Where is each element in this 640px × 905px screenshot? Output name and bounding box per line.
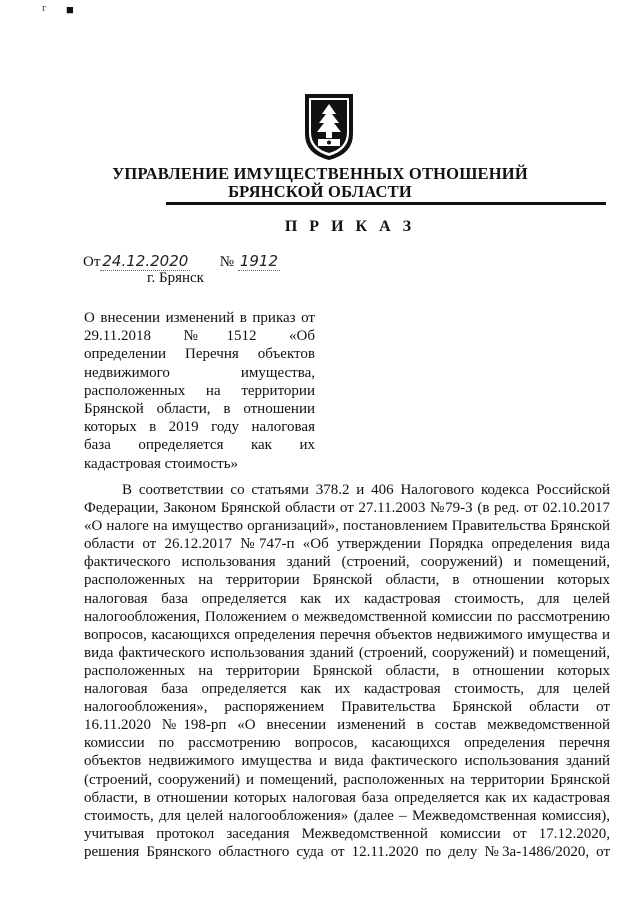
corner-mark-left: г [42, 2, 47, 14]
body-line: 16.11.2020 №198-рп «О внесении изменений в состав межведомственной [84, 717, 610, 734]
subject-block [84, 309, 315, 473]
body-line: области, в отношении которых налоговая база определяется как их кадастровая [84, 789, 610, 806]
body-line: налогообложения, Положением о межведомственной комиссии по рассмотрению [84, 608, 610, 625]
subject-line: кадастровая стоимость» [84, 455, 239, 472]
body-line: расположенных на территории Брянской области, в отношении которых [84, 662, 610, 679]
body-line: налоговая база определяется как их кадастровая стоимость, для целей [84, 681, 610, 698]
body-text [84, 481, 610, 861]
bryansk-coat-of-arms-icon [303, 92, 355, 162]
body-line: «О налоге на имущество организаций», постановлением Правительства Брянской [84, 518, 610, 535]
city: г. Брянск [147, 270, 204, 286]
subject-line: база определяется как их [84, 437, 315, 454]
document-title: П Р И К А З [284, 218, 416, 235]
number-handwritten: 1912 [239, 252, 279, 270]
dateline [83, 252, 280, 271]
body-line: решения Брянского областного суда от 12.11.2020 по делу №3а-1486/2020, от [84, 843, 610, 860]
body-line: области от 26.12.2017 №747-п «Об утверждении Порядка определения вида [84, 536, 610, 553]
body-line: В соответствии со статьями 378.2 и 406 Налогового кодекса Российской [122, 482, 610, 498]
date-from-label: От [83, 254, 101, 270]
subject-line: недвижимого имущества, [84, 364, 315, 381]
body-line: вида фактического использования зданий (строений, сооружений) и помещений, [84, 644, 610, 661]
body-line: налоговая база определяется как их кадастровая стоимость, для целей [84, 590, 610, 607]
header-divider [166, 202, 606, 205]
subject-line: О внесении изменений в приказ от [84, 310, 315, 326]
body-line: вопросов, касающихся определения перечня объектов недвижимого имущества и [84, 626, 610, 643]
body-line: комиссии по рассмотрению вопросов, касающихся определения перечня [84, 735, 610, 752]
number-label: № [219, 254, 235, 270]
body-line: фактического использования зданий (строений, сооружений) и помещений, [84, 554, 610, 571]
body-line: объектов недвижимого имущества и вида фактического использования зданий [84, 753, 610, 770]
body-line: налогообложения», распоряжением Правительства Брянской области от [84, 699, 610, 716]
subject-line: определении Перечня объектов [84, 346, 315, 363]
body-line: (строений, сооружений) и помещений, расположенных на территории Брянской [84, 771, 610, 788]
body-line: учитывая протокол заседания Межведомственной комиссии от 17.12.2020, [84, 825, 610, 842]
subject-line: Брянской области, в отношении [84, 401, 315, 418]
body-line: стоимость, для целей налогообложения» (далее – Межведомственная комиссия), [84, 807, 610, 824]
subject-line: 29.11.2018 №1512 «Об [84, 328, 315, 345]
subject-line: расположенных на территории [84, 382, 315, 399]
body-line: Федерации, Законом Брянской области от 27.11.2003 №79-З (в ред. от 02.10.2017 [84, 500, 610, 517]
date-handwritten: 24.12.2020 [102, 252, 189, 270]
org-name-line2: БРЯНСКОЙ ОБЛАСТИ [228, 182, 412, 201]
body-line: расположенных на территории Брянской области, в отношении которых [84, 572, 610, 589]
org-name-line1: УПРАВЛЕНИЕ ИМУЩЕСТВЕННЫХ ОТНОШЕНИЙ [112, 164, 528, 183]
corner-mark-right: ■ [66, 2, 74, 17]
subject-line: которых в 2019 году налоговая [84, 419, 315, 436]
